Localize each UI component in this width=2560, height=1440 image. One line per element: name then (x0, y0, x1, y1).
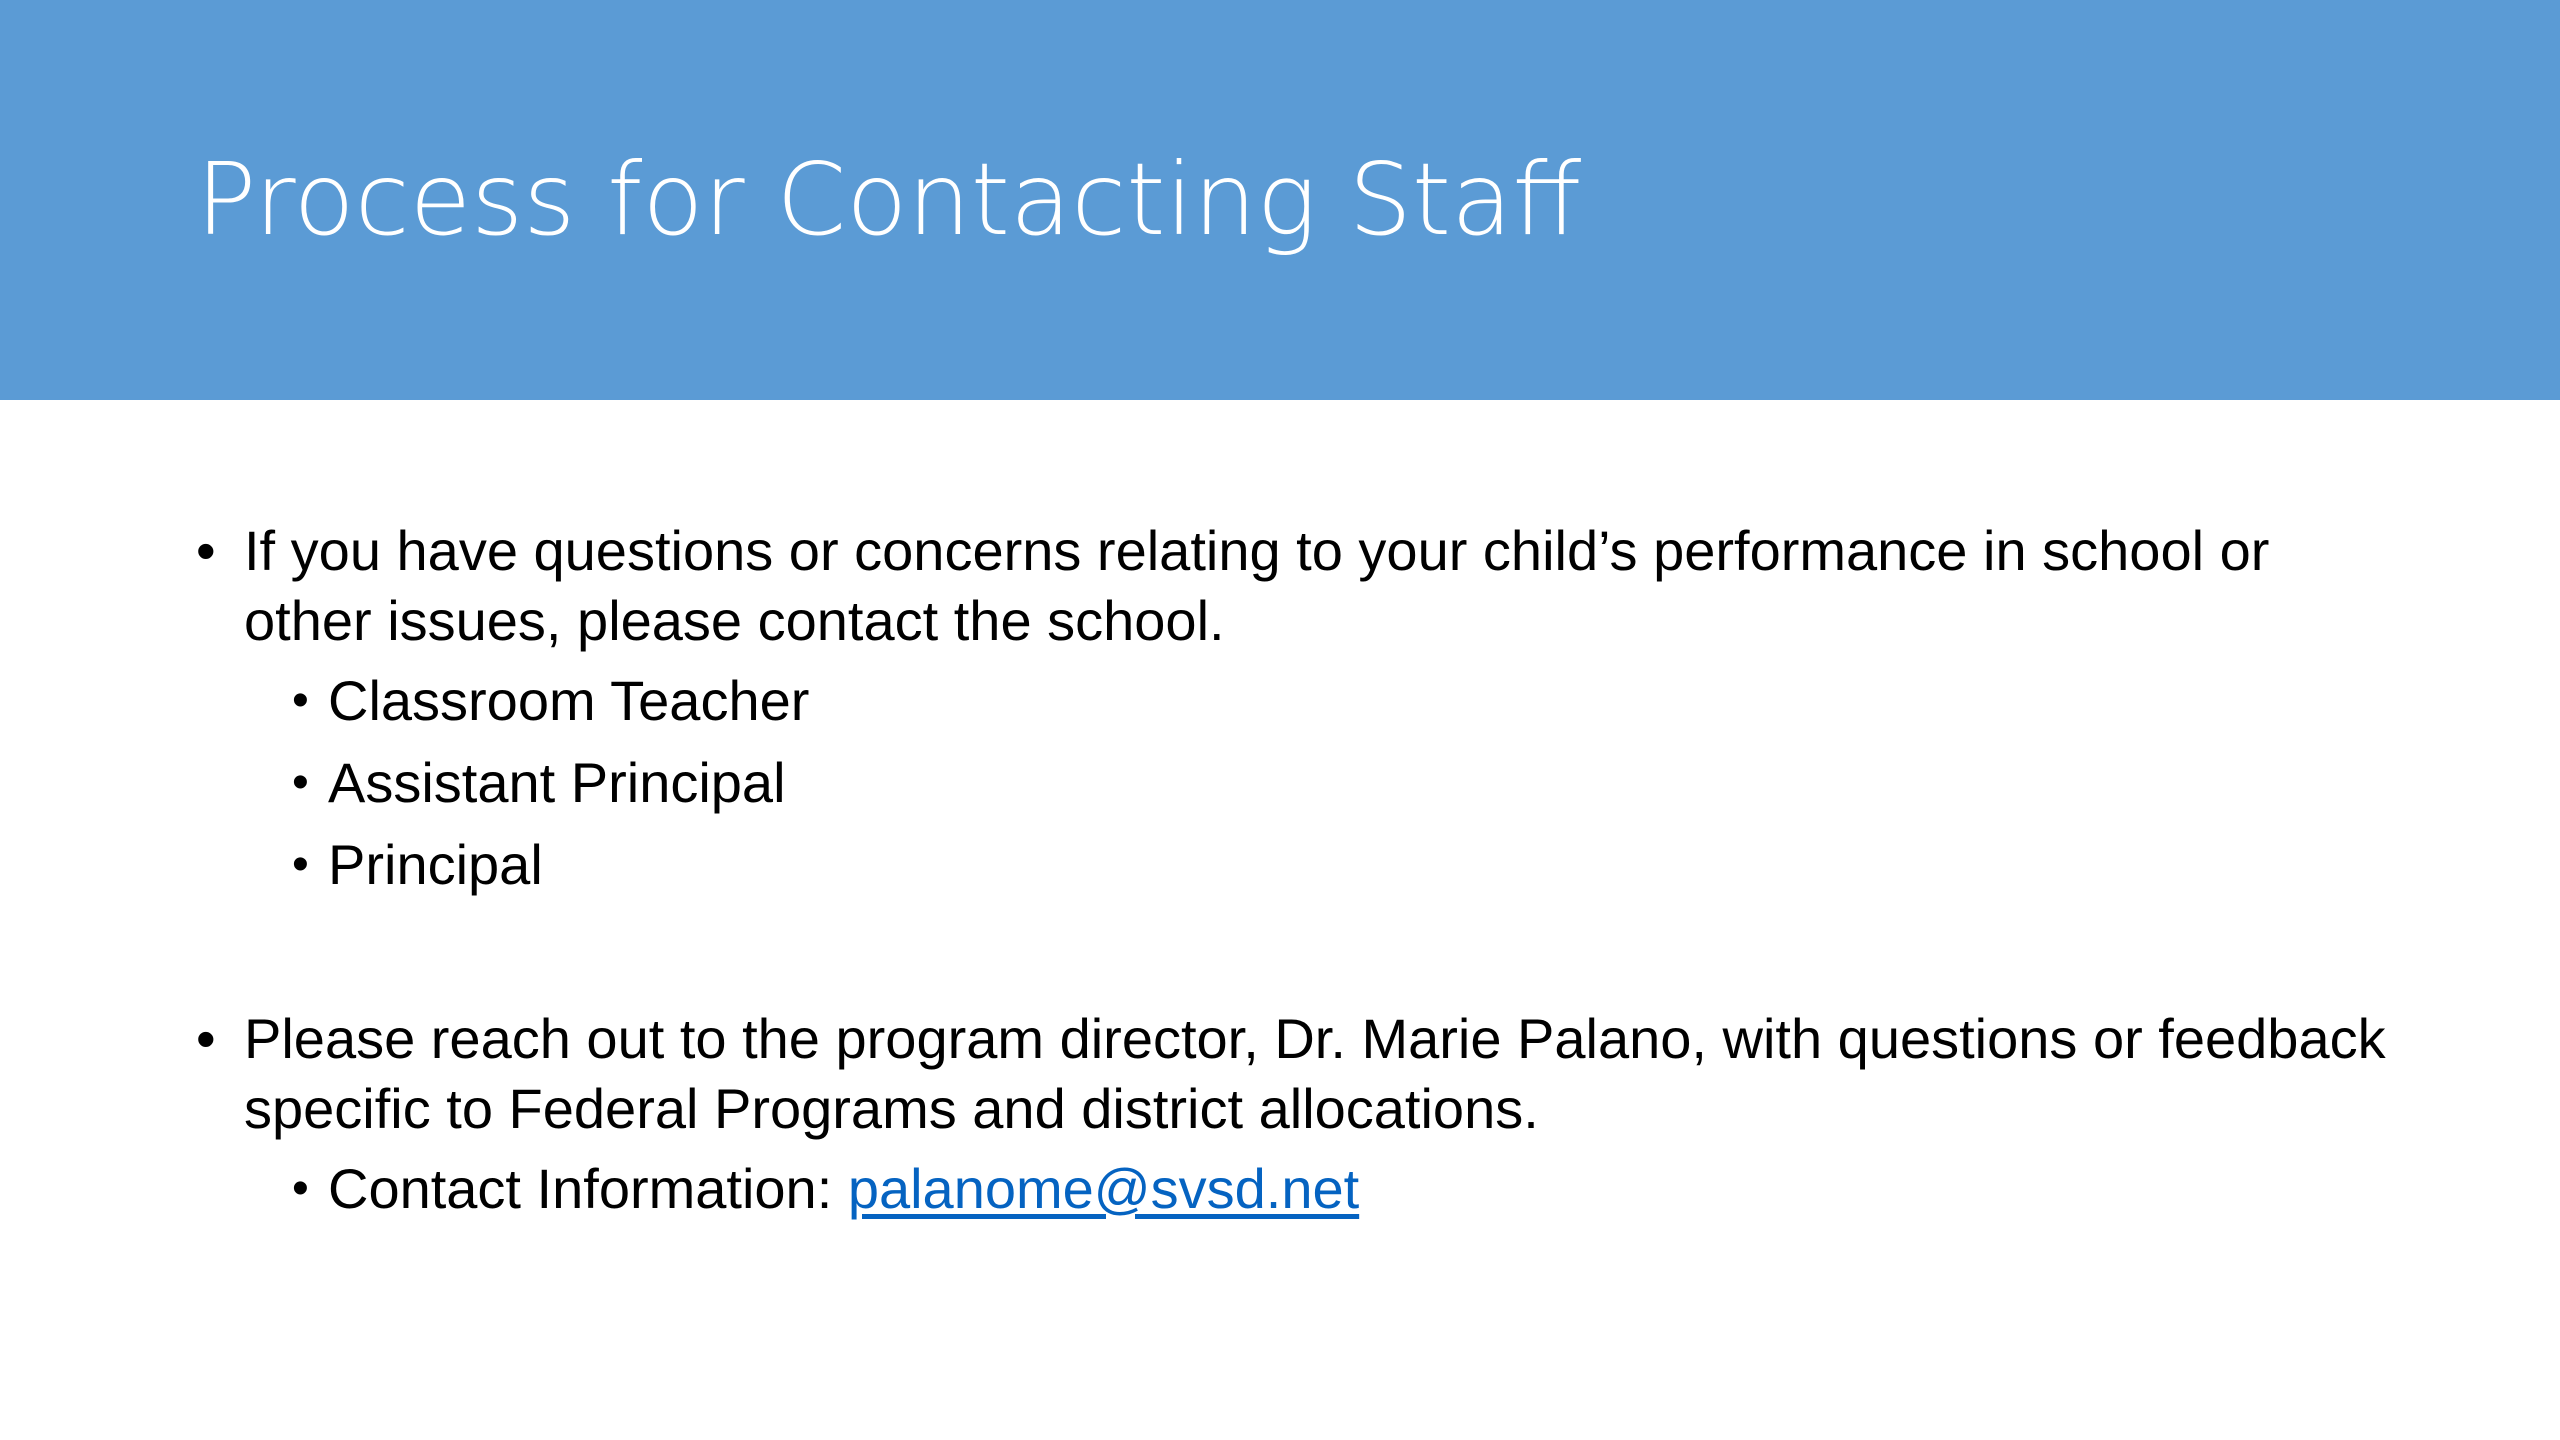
bullet-item (196, 516, 2396, 656)
sub-bullet-text: Classroom Teacher (328, 669, 810, 732)
bullet-group-contact-school (196, 516, 2396, 900)
slide-title: Process for Contacting Staff (196, 141, 1582, 258)
sub-bullet-list (196, 1154, 2396, 1224)
bullet-marker: • (292, 1162, 309, 1215)
bullet-item (196, 1004, 2396, 1144)
sub-bullet-item (292, 1154, 2396, 1224)
email-link[interactable]: palanome@svsd.net (847, 1157, 1360, 1220)
sub-bullet-item (292, 666, 2396, 736)
bullet-marker: • (292, 756, 309, 809)
sub-bullet-item (292, 830, 2396, 900)
sub-bullet-list (196, 666, 2396, 900)
bullet-marker: • (292, 674, 309, 727)
bullet-text: Please reach out to the program director, Dr. Marie Palano, with questions or feedback specific to Federal Programs and district allocations. (244, 1007, 2386, 1140)
sub-bullet-item (292, 748, 2396, 818)
slide-body (196, 516, 2396, 1236)
bullet-marker: • (196, 1007, 216, 1070)
sub-bullet-text: Principal (328, 833, 543, 896)
bullet-marker: • (196, 519, 216, 582)
bullet-text: If you have questions or concerns relating to your child’s performance in school or other issues, please contact the school. (244, 519, 2270, 652)
bullet-group-program-director (196, 1004, 2396, 1224)
contact-label: Contact Information: (328, 1157, 848, 1220)
title-banner (0, 0, 2560, 400)
sub-bullet-text: Assistant Principal (328, 751, 786, 814)
bullet-marker: • (292, 838, 309, 891)
